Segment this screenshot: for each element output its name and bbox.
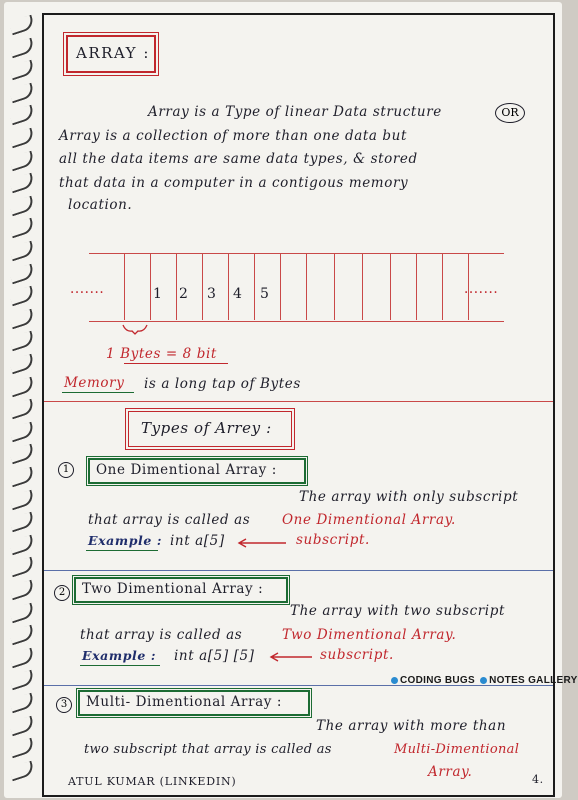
example-underline bbox=[86, 550, 158, 551]
cell-value: 3 bbox=[207, 286, 216, 302]
example-label: Example : bbox=[82, 648, 157, 663]
author-credit: ATUL KUMAR (LINKEDIN) bbox=[68, 775, 237, 788]
spiral-coil bbox=[8, 150, 35, 171]
byte-brace-icon bbox=[122, 323, 148, 335]
spiral-coil bbox=[8, 467, 35, 488]
spiral-coil bbox=[8, 128, 35, 149]
spiral-coil bbox=[8, 241, 35, 262]
memory-cell-divider bbox=[390, 254, 391, 320]
arrow-left-icon bbox=[236, 538, 288, 548]
spiral-coil bbox=[8, 82, 35, 103]
spiral-coil bbox=[8, 738, 35, 759]
memory-cell-divider bbox=[306, 254, 307, 320]
section-desc-line-1: The array with two subscript bbox=[290, 603, 505, 619]
memory-cell-divider bbox=[176, 254, 177, 320]
example-label: Example : bbox=[88, 533, 163, 548]
memory-cell-divider bbox=[442, 254, 443, 320]
example-note: subscript. bbox=[296, 532, 370, 548]
definition-line-2: Array is a collection of more than one data but bbox=[59, 128, 407, 144]
section-desc-line-3: Array. bbox=[428, 764, 473, 780]
example-note: subscript. bbox=[320, 647, 394, 663]
section-heading: Two Dimentional Array : bbox=[82, 581, 264, 597]
watermark-part-2: NOTES GALLERY bbox=[489, 675, 578, 686]
bytes-underline bbox=[124, 363, 228, 364]
spiral-coil bbox=[8, 331, 35, 352]
spiral-coil bbox=[8, 557, 35, 578]
memory-cell-divider bbox=[334, 254, 335, 320]
cell-value: 1 bbox=[153, 286, 162, 302]
or-circle: OR bbox=[495, 103, 525, 123]
notes-gallery-logo-icon bbox=[480, 677, 487, 684]
spiral-coil bbox=[8, 218, 35, 239]
memory-word: Memory bbox=[64, 375, 125, 391]
cell-value: 2 bbox=[179, 286, 188, 302]
spiral-coil bbox=[8, 760, 35, 781]
page-title: ARRAY : bbox=[76, 44, 150, 62]
definition-line-1: Array is a Type of linear Data structure bbox=[148, 104, 442, 120]
section-number: 2 bbox=[54, 585, 70, 601]
left-dots: ....... bbox=[70, 281, 105, 297]
section-desc-prefix: that array is called as bbox=[80, 627, 243, 643]
memory-cell-divider bbox=[254, 254, 255, 320]
coding-bugs-logo-icon bbox=[391, 677, 398, 684]
spiral-coil bbox=[8, 602, 35, 623]
right-dots: ....... bbox=[464, 281, 499, 297]
spiral-coil bbox=[8, 195, 35, 216]
example-code: int a[5] bbox=[170, 533, 225, 549]
memory-cell-divider bbox=[280, 254, 281, 320]
page-frame bbox=[42, 13, 578, 797]
spiral-coil bbox=[8, 625, 35, 646]
section-desc-term: One Dimentional Array. bbox=[282, 512, 456, 528]
section-desc-line-1: The array with only subscript bbox=[299, 489, 519, 505]
section-heading: Multi- Dimentional Array : bbox=[86, 694, 283, 710]
definition-line-5: location. bbox=[68, 197, 133, 213]
section-heading-box bbox=[78, 690, 310, 716]
spiral-coil bbox=[8, 534, 35, 555]
spiral-coil bbox=[8, 444, 35, 465]
cell-value: 5 bbox=[260, 286, 269, 302]
definition-line-4: that data in a computer in a contigous memory bbox=[59, 175, 409, 191]
section-desc-term: Two Dimentional Array. bbox=[282, 627, 457, 643]
section-divider bbox=[44, 685, 553, 686]
notebook-page bbox=[4, 2, 578, 798]
spiral-coil bbox=[8, 173, 35, 194]
page-number: 4. bbox=[532, 773, 544, 786]
example-underline bbox=[80, 665, 160, 666]
section-desc-prefix: two subscript that array is called as bbox=[84, 742, 332, 757]
memory-cell-divider bbox=[124, 254, 125, 320]
watermark-part-1: CODING BUGS bbox=[400, 675, 475, 686]
memory-cell-divider bbox=[416, 254, 417, 320]
spiral-coil bbox=[8, 421, 35, 442]
memory-cell-divider bbox=[362, 254, 363, 320]
section-heading-box bbox=[88, 458, 306, 484]
cell-value: 4 bbox=[233, 286, 242, 302]
section-number: 3 bbox=[56, 697, 72, 713]
spiral-coil bbox=[8, 580, 35, 601]
spiral-coil bbox=[8, 693, 35, 714]
memory-underline bbox=[62, 392, 134, 393]
types-heading: Types of Arrey : bbox=[141, 419, 272, 437]
definition-line-3: all the data items are same data types, & stored bbox=[59, 151, 418, 167]
section-divider bbox=[44, 401, 553, 402]
spiral-coil bbox=[8, 647, 35, 668]
types-heading-box bbox=[128, 411, 292, 447]
bytes-label: 1 Bytes = 8 bit bbox=[106, 346, 217, 362]
example-code: int a[5] [5] bbox=[174, 648, 255, 664]
memory-cell-divider bbox=[150, 254, 151, 320]
memory-cell-divider bbox=[202, 254, 203, 320]
title-box bbox=[66, 35, 156, 73]
section-divider bbox=[44, 570, 553, 571]
spiral-coil bbox=[8, 105, 35, 126]
spiral-coil bbox=[8, 15, 35, 36]
spiral-coil bbox=[8, 512, 35, 533]
memory-cell-divider bbox=[228, 254, 229, 320]
spiral-coil bbox=[8, 60, 35, 81]
memory-definition: is a long tap of Bytes bbox=[144, 376, 301, 392]
section-desc-prefix: that array is called as bbox=[88, 512, 251, 528]
spiral-coil bbox=[8, 489, 35, 510]
section-desc-term: Multi-Dimentional bbox=[394, 742, 520, 757]
spiral-coil bbox=[8, 670, 35, 691]
spiral-coil bbox=[8, 263, 35, 284]
arrow-left-icon bbox=[268, 652, 314, 662]
memory-bottom-line bbox=[89, 321, 504, 322]
spiral-coil bbox=[8, 354, 35, 375]
spiral-coil bbox=[8, 37, 35, 58]
spiral-coil bbox=[8, 308, 35, 329]
spiral-binding bbox=[10, 18, 34, 788]
section-heading-box bbox=[74, 577, 288, 603]
spiral-coil bbox=[8, 286, 35, 307]
section-desc-line-1: The array with more than bbox=[316, 718, 507, 734]
section-heading: One Dimentional Array : bbox=[96, 462, 277, 478]
spiral-coil bbox=[8, 399, 35, 420]
section-number: 1 bbox=[58, 462, 74, 478]
spiral-coil bbox=[8, 715, 35, 736]
spiral-coil bbox=[8, 376, 35, 397]
